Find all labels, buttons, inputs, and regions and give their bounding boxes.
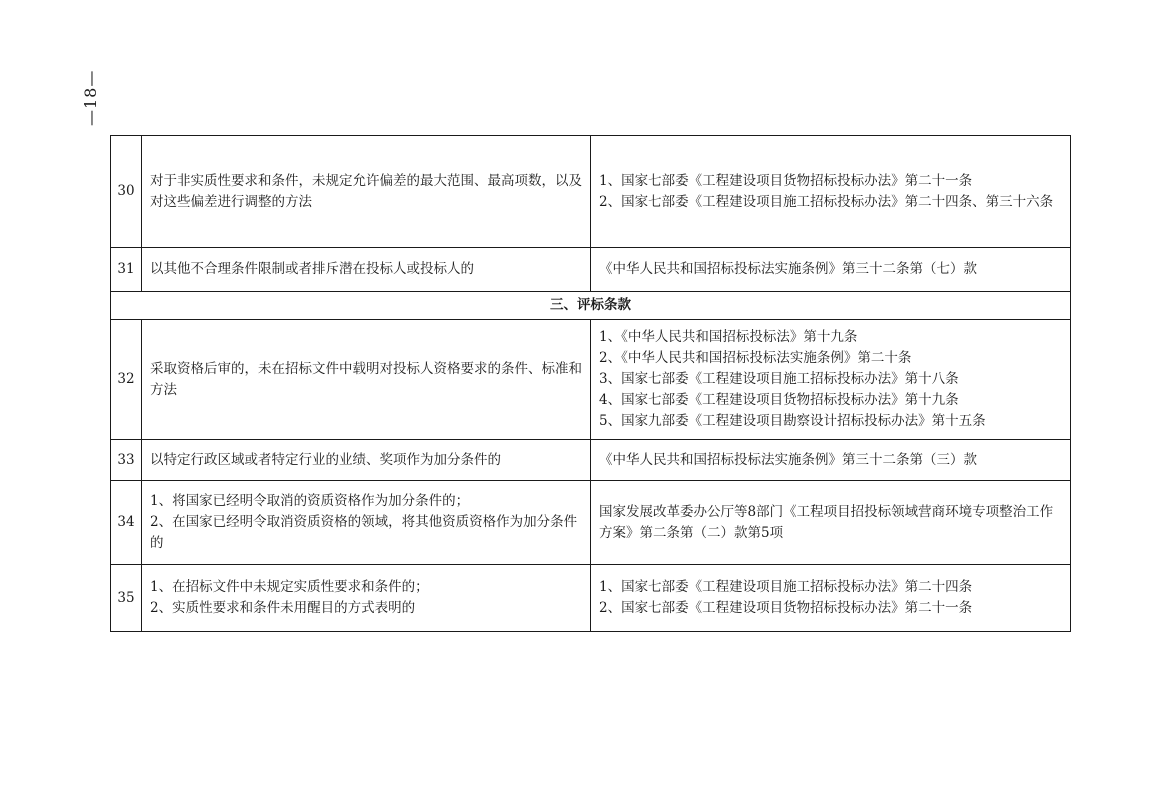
basis-cell [591, 481, 1071, 565]
issue-text: 1、将国家已经明令取消的资质资格作为加分条件的； [150, 493, 470, 509]
issue-text: 采取资格后审的，未在招标文件中载明对投标人资格要求的条件、标准和方法 [150, 360, 582, 398]
issue-cell [142, 481, 591, 565]
row-number: 35 [111, 565, 142, 632]
basis-line: 1、国家七部委《工程建设项目货物招标投标办法》第二十一条 [599, 172, 973, 189]
row-number: 30 [111, 136, 142, 248]
basis-line: 1、国家七部委《工程建设项目施工招标投标办法》第二十四条 [599, 579, 973, 595]
issue-cell [142, 248, 591, 292]
basis-line: 1、《中华人民共和国招标投标法》第十九条 [599, 329, 858, 345]
row-number: 31 [111, 248, 142, 292]
table-row [111, 248, 1071, 292]
basis-line: 3、国家七部委《工程建设项目施工招标投标办法》第十八条 [599, 371, 959, 387]
basis-line: 5、国家九部委《工程建设项目勘察设计招标投标办法》第十五条 [599, 413, 986, 429]
table-row [111, 320, 1071, 440]
table-row [111, 136, 1071, 248]
issue-text: 以特定行政区域或者特定行业的业绩、奖项作为加分条件的 [150, 451, 501, 468]
section-header-row [111, 292, 1071, 320]
basis-cell [591, 136, 1071, 248]
issue-text: 2、在国家已经明令取消资质资格的领域，将其他资质资格作为加分条件的 [150, 514, 578, 551]
regulation-table [110, 135, 1071, 632]
issue-text: 2、实质性要求和条件未用醒目的方式表明的 [150, 600, 416, 616]
issue-cell [142, 440, 591, 481]
issue-text: 对于非实质性要求和条件，未规定允许偏差的最大范围、最高项数，以及对这些偏差进行调整的方法 [150, 172, 582, 210]
row-number: 32 [111, 320, 142, 440]
basis-line: 2、国家七部委《工程建设项目货物招标投标办法》第二十一条 [599, 600, 973, 616]
issue-cell [142, 136, 591, 248]
basis-line: 《中华人民共和国招标投标法实施条例》第三十二条第（三）款 [599, 451, 977, 468]
row-number: 33 [111, 440, 142, 481]
basis-cell [591, 248, 1071, 292]
section-title: 三、评标条款 [111, 292, 1071, 320]
issue-cell [142, 320, 591, 440]
page-number: —18— [81, 69, 100, 127]
table-row [111, 565, 1071, 632]
basis-line: 国家发展改革委办公厅等8部门《工程项目招投标领域营商环境专项整治工作方案》第二条第（二）款第5项 [599, 503, 1054, 541]
basis-cell [591, 440, 1071, 481]
table-row [111, 481, 1071, 565]
basis-line: 《中华人民共和国招标投标法实施条例》第三十二条第（七）款 [599, 261, 977, 277]
basis-cell [591, 565, 1071, 632]
basis-line: 2、国家七部委《工程建设项目施工招标投标办法》第二十四条、第三十六条 [599, 193, 1054, 210]
issue-cell [142, 565, 591, 632]
table-row [111, 440, 1071, 481]
row-number: 34 [111, 481, 142, 565]
basis-cell [591, 320, 1071, 440]
issue-text: 以其他不合理条件限制或者排斥潜在投标人或投标人的 [150, 261, 474, 277]
basis-line: 4、国家七部委《工程建设项目货物招标投标办法》第十九条 [599, 392, 959, 408]
basis-line: 2、《中华人民共和国招标投标法实施条例》第二十条 [599, 350, 912, 366]
issue-text: 1、在招标文件中未规定实质性要求和条件的； [150, 579, 429, 595]
